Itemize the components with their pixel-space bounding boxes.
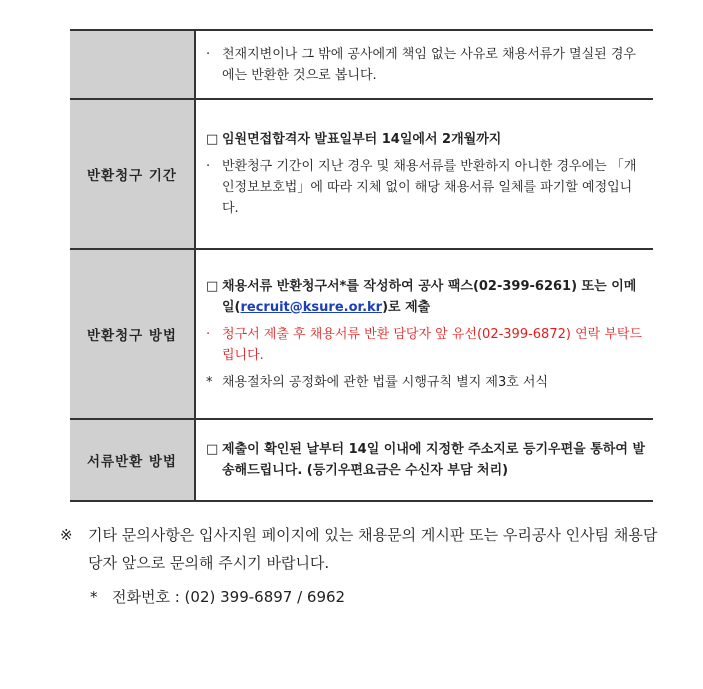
row-header-empty: [70, 30, 195, 99]
phone-numbers: 전화번호 : (02) 399-6897 / 6962: [112, 588, 346, 606]
phone-line: [60, 583, 670, 611]
disposal-notice-text: 반환청구 기간이 지난 경우 및 채용서류를 반환하지 아니한 경우에는 「개인정보보호법」에 따라 지체 없이 해당 채용서류 일체를 파기할 예정입니다.: [222, 159, 637, 216]
loss-notice-text: 천재지변이나 그 밖에 공사에게 책임 없는 사유로 채용서류가 멸실된 경우에는 반환한 것으로 봅니다.: [222, 46, 636, 83]
checkbox-marker: □: [206, 132, 219, 147]
return-period-text: 임원면접합격자 발표일부터 14일에서 2개월까지: [222, 132, 502, 147]
table-row: [70, 419, 653, 501]
table-row: [70, 30, 653, 99]
row-body: [195, 99, 653, 249]
checkbox-marker: □: [206, 278, 219, 294]
row-header-delivery-method: 서류반환 방법: [70, 419, 195, 501]
asterisk-line: [206, 372, 645, 393]
contact-request-text: 청구서 제출 후 채용서류 반환 담당자 앞 유선(02-399-6872) 연락 부탁드립니다.: [222, 326, 642, 363]
form-reference-text: 채용절차의 공정화에 관한 법률 시행규칙 별지 제3호 서식: [222, 374, 549, 390]
email-link[interactable]: recruit@ksure.or.kr: [240, 299, 383, 315]
row-body: [195, 249, 653, 419]
dot-marker: ·: [206, 326, 211, 342]
request-form-text-end: )로 제출: [382, 299, 431, 315]
delivery-method-text: 제출이 확인된 날부터 14일 이내에 지정한 주소지로 등기우편을 통하여 발송해드립니다. (등기우편요금은 수신자 부담 처리): [222, 442, 646, 478]
checkbox-line: [206, 439, 645, 481]
table-row: [70, 249, 653, 419]
checkbox-line: [206, 129, 645, 150]
checkbox-marker: □: [206, 442, 219, 457]
dot-marker: ·: [206, 159, 211, 174]
request-form-text: 채용서류 반환청구서*를 작성하여 공사 팩스(02-399-6261) 또는 이메일(: [222, 278, 637, 315]
document-return-table: [70, 29, 653, 502]
row-header-return-method: 반환청구 방법: [70, 249, 195, 419]
bullet-line: [206, 156, 645, 219]
asterisk-marker: *: [206, 374, 213, 390]
row-header-return-period: 반환청구 기간: [70, 99, 195, 249]
row-body: [195, 30, 653, 99]
table-row: [70, 99, 653, 249]
reference-mark-icon: ※: [60, 526, 73, 544]
bullet-line: [206, 44, 645, 86]
footnote: [60, 521, 670, 611]
bullet-line: [206, 324, 645, 366]
dot-marker: ·: [206, 46, 211, 62]
asterisk-marker: *: [90, 588, 98, 606]
checkbox-line: [206, 276, 645, 318]
footnote-text: 기타 문의사항은 입사지원 페이지에 있는 채용문의 게시판 또는 우리공사 인사팀 채용담당자 앞으로 문의해 주시기 바랍니다.: [88, 526, 658, 572]
footnote-line: [60, 521, 670, 577]
row-body: [195, 419, 653, 501]
